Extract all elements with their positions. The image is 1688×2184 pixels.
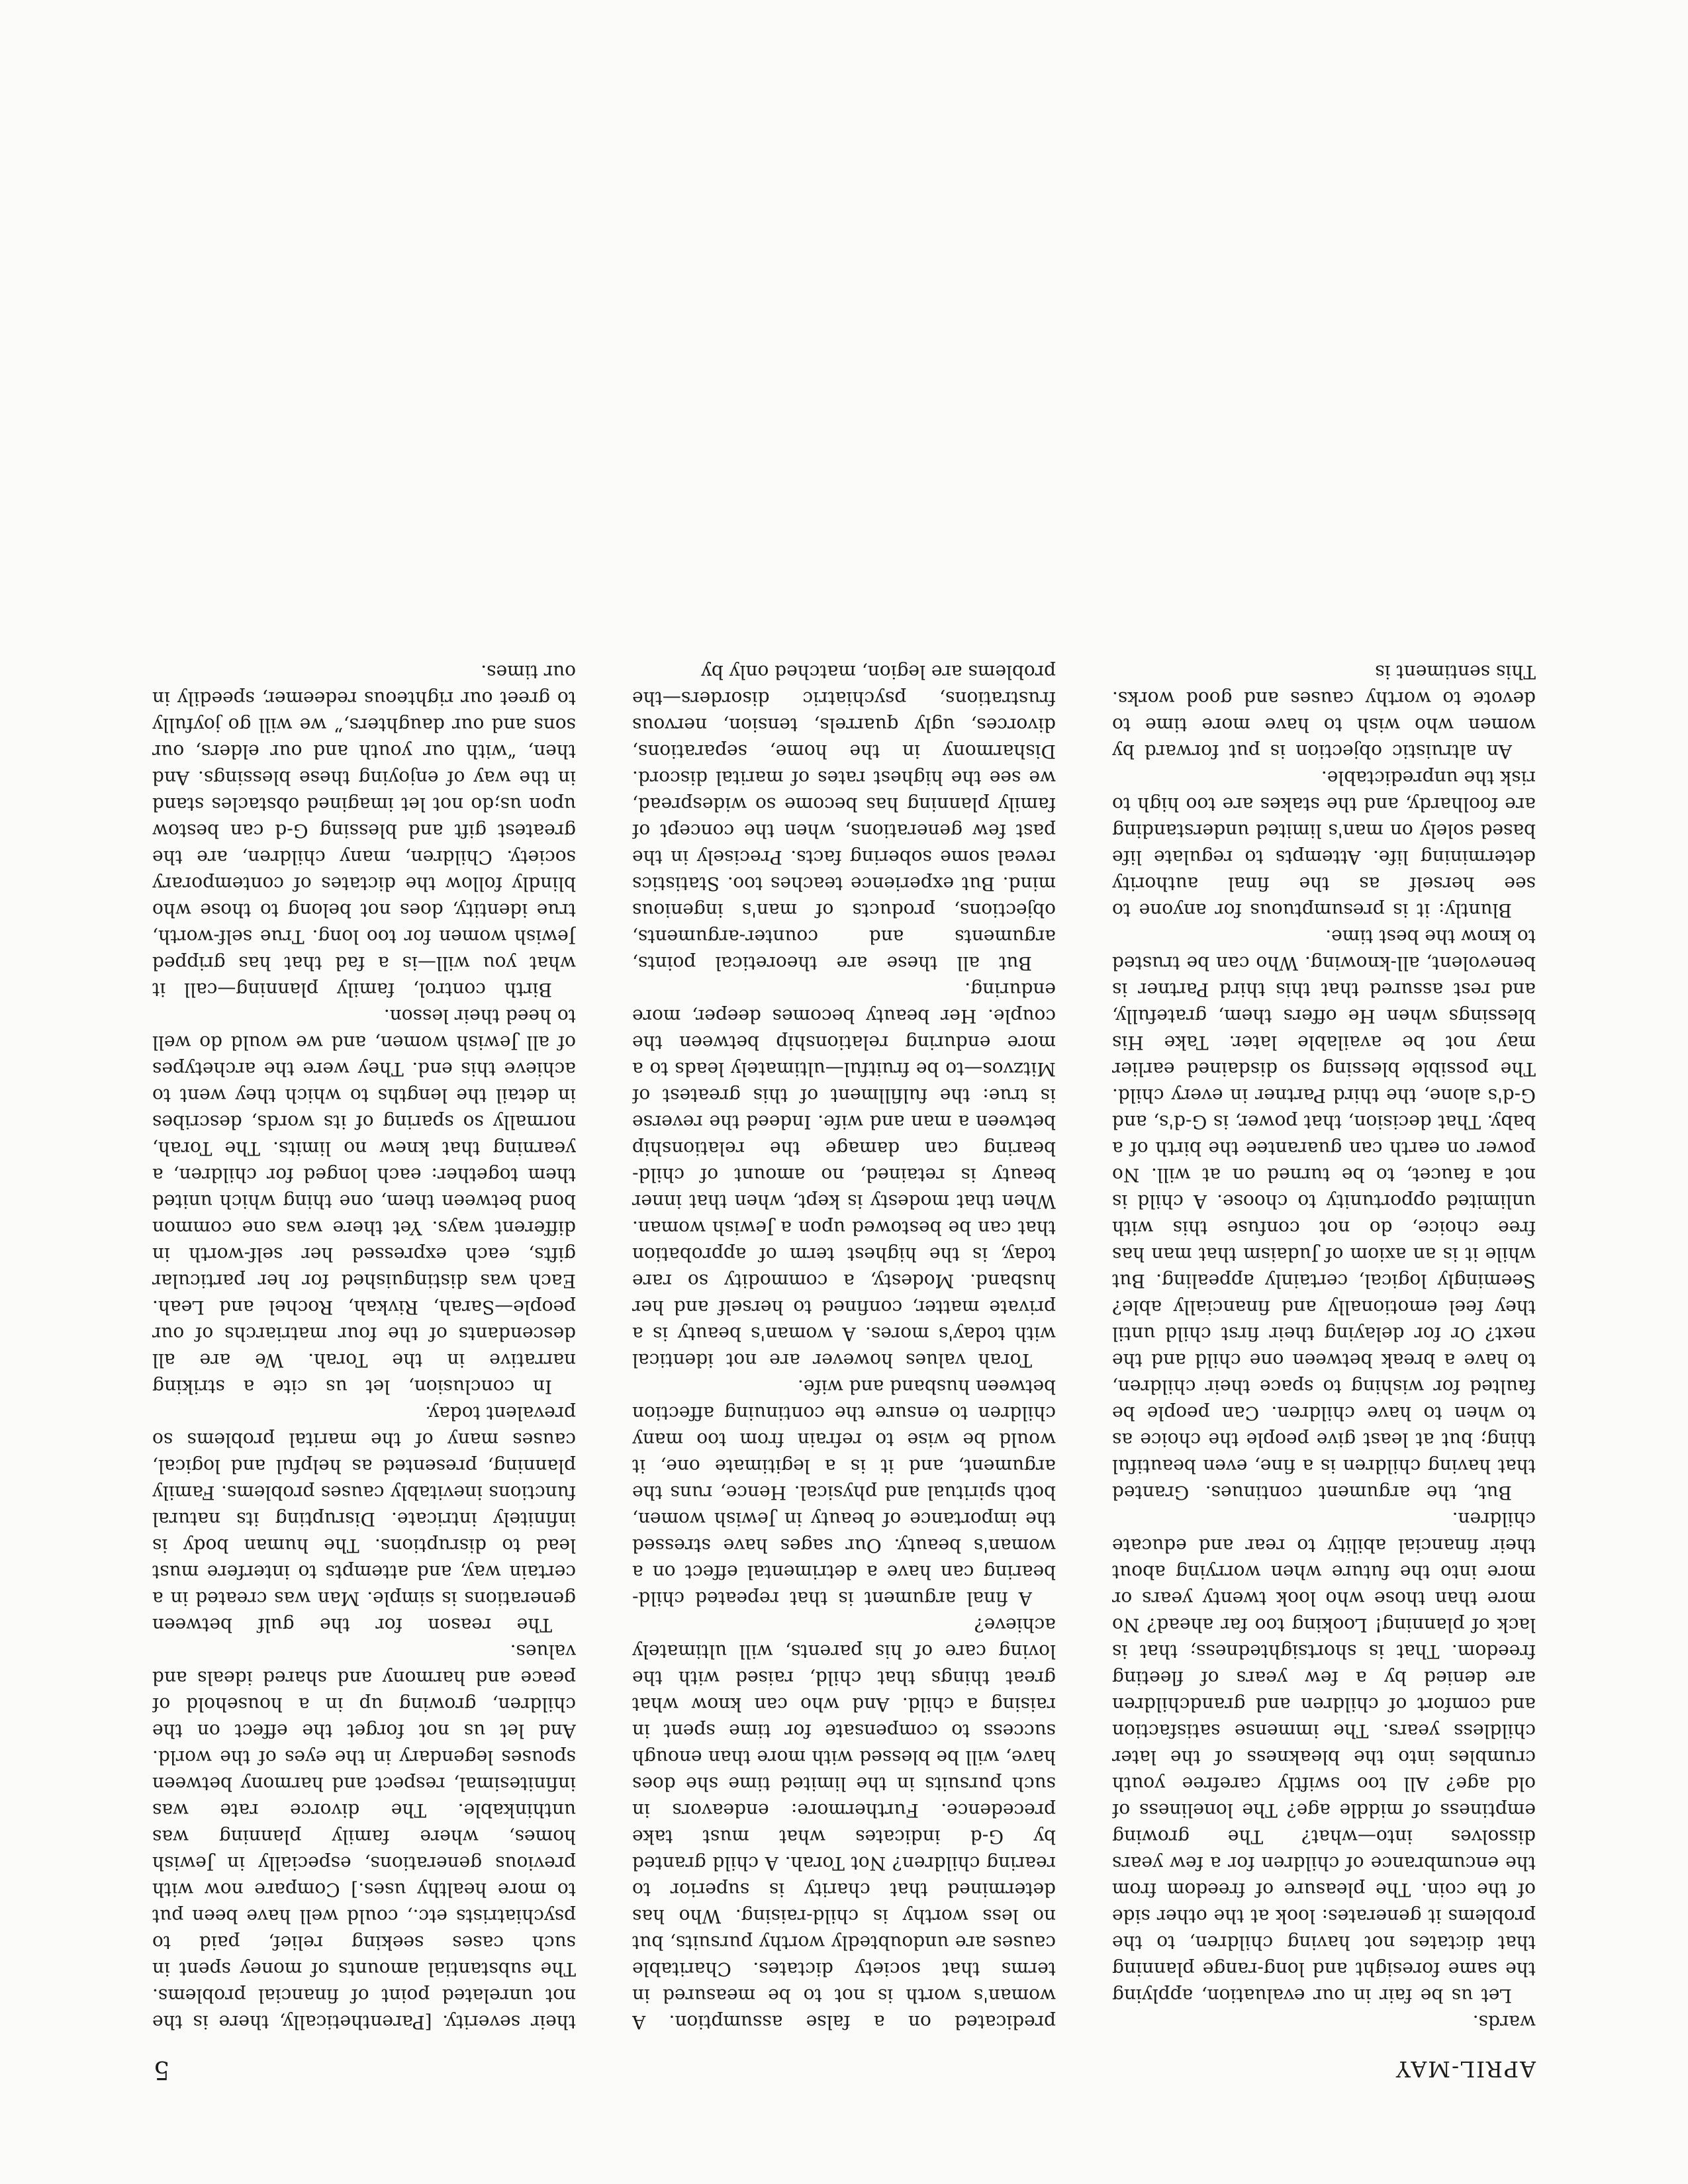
paragraph: A final argument is that repeated child-bearing can have a detrimental effect on a woman's beauty. Our sages have stressed the importance of beauty in Jewish women, both spiritual and physical. Hence, runs the argument, and it is a legitimate one, it would be wise to refrain from too many children to ensure the continuing affection between husband and wife. (632, 1376, 1056, 1610)
paragraph: predicated on a false assumption. A woman's worth is not to be measured in terms that society dictates. Charitable causes are undoubtedly worthy pursuits, but no less worthy is child-raising. Who has determined that charity is superior to rearing children? Not Torah. A child granted by G-d indicates what must take precedence. Furthermore: endeavors in such pursuits in the limited time she does have, will be blessed with more than enough success to compensate for time spent in raising a child. And who can know what great things that child, raised with the loving care of his parents, will ultimately achieve? (632, 1614, 1056, 2033)
page-header (152, 2056, 1536, 2085)
paragraph: Let us be fair in our evaluation, applying the same foresight and long-range planning that dictates not having children, to the problems it generates: look at the other side of the coin. The pleasure of freedom from the encumbrance of children for a few years dissolves into—what? The growing emptiness of middle age? The loneliness of old age? All too swiftly carefree youth crumbles into the bleakness of the later childless years. The immense satisfaction and comfort of children and grandchildren are denied by a few years of fleeting freedom. That is shortsightedness; that is lack of planning! Looking too far ahead? No more than those who look twenty years or more into the future when worrying about their financial ability to rear and educate children. (1112, 1508, 1536, 2007)
paragraph: Torah values however are not identical with today's mores. A woman's beauty is a private matter, confined to herself and her husband. Modesty, a commodity so rare today, is the highest term of approbation that can be bestowed upon a Jewish woman. When that modesty is kept, when that inner beauty is retained, no amount of child-bearing can damage the relationship between a man and wife. Indeed the reverse is true: the fulfillment of this greatest of Mitzvos—to be fruitful—ultimately leads to a more enduring relationship between the couple. Her beauty becomes deeper, more enduring. (632, 979, 1056, 1371)
paragraph: Bluntly: it is presumptuous for anyone to see herself as the final authority determining life. Attempts to regulate life based solely on man's limited understanding are foolhardy, and the stakes are too high to risk the unpredictable. (1112, 767, 1536, 921)
paragraph: wards. (1472, 2011, 1536, 2033)
column-2 (632, 116, 1056, 2035)
page-number: 5 (152, 2056, 170, 2085)
text-columns (152, 116, 1536, 2035)
paragraph: The reason for the gulf between generations is simple. Man was created in a certain way, and attempts to interfere must lead to disruptions. The human body is infinitely intricate. Disrupting its natural functions inevitably causes problems. Family planning, presented as helpful and logical, causes many of the marital problems so prevalent today. (152, 1402, 576, 1636)
paragraph: their severity. [Parenthetically, there is the not unrelated point of financial problems. The substantial amounts of money spent in such cases seeking relief, paid to psychiatrists etc., could well have been put to more healthy uses.] Compare now with previous generations, especially in Jewish homes, where family planning was unthinkable. The divorce rate was infinitesimal, respect and harmony between spouses legendary in the eyes of the world. And let us not forget the effect on the children, growing up in a household of peace and harmony and shared ideals and values. (152, 1641, 576, 2033)
paragraph: But all these are theoretical points, arguments and counter-arguments, objections, products of man's ingenious mind. But experience teaches too. Statistics reveal some sobering facts. Precisely in the past few generations, when the concept of family planning has become so widespread, we see the highest rates of marital discord. Disharmony in the home, separations, divorces, ugly quarrels, tension, nervous frustrations, psychiatric disorders—the problems are legion, matched only by (632, 661, 1056, 974)
column-3 (152, 116, 576, 2035)
paragraph: Birth control, family planning—call it what you will—is a fad that has gripped Jewish women for too long. True self-worth, true identity, does not belong to those who blindly follow the dictates of contemporary society. Children, many children, are the greatest gift and blessing G-d can bestow upon us;do not let imagined obstacles stand in the way of enjoying these blessings. And then, “with our youth and our elders, our sons and our daughters,” we will go joyfully to greet our righteous redeemer, speedily in our times. (152, 661, 576, 1001)
paragraph: But, the argument continues. Granted that having children is a fine, even beautiful thing; but at least give people the choice as to when to have children. Can people be faulted for wishing to space their children, to have a break between one child and the next? Or for delaying their first child until they feel emotionally and financially able? Seemingly logical, certainly appealing. But while it is an axiom of Judaism that man has free choice, do not confuse this with unlimited opportunity to choose. A child is not a faucet, to be turned on at will. No power on earth can guarantee the birth of a baby. That decision, that power, is G-d's, and G-d's alone, the third Partner in every child. The possible blessing so disdained earlier may not be available later. Take His blessings when He offers them, gratefully, and rest assured that this third Partner is benevolent, all-knowing. Who can be trusted to know the best time. (1112, 926, 1536, 1504)
paragraph: In conclusion, let us cite a striking narrative in the Torah. We are all descendants of the four matriarchs of our people—Sarah, Rivkah, Rochel and Leah. Each was distinguished for her particular gifts, each expressed her self-worth in different ways. Yet there was one common bond between them, one thing which united them together: each longed for children, a yearning that knew no limits. The Torah, normally so sparing of its words, describes in detail the lengths to which they went to achieve this end. They were the archetypes of all Jewish women, and we would do well to heed their lesson. (152, 1005, 576, 1398)
column-1 (1112, 116, 1536, 2035)
paragraph: An altruistic objection is put forward by women who wish to have more time to devote to worthy causes and good works. This sentiment is (1112, 661, 1536, 762)
running-head: APRIL-MAY (1394, 2056, 1536, 2082)
